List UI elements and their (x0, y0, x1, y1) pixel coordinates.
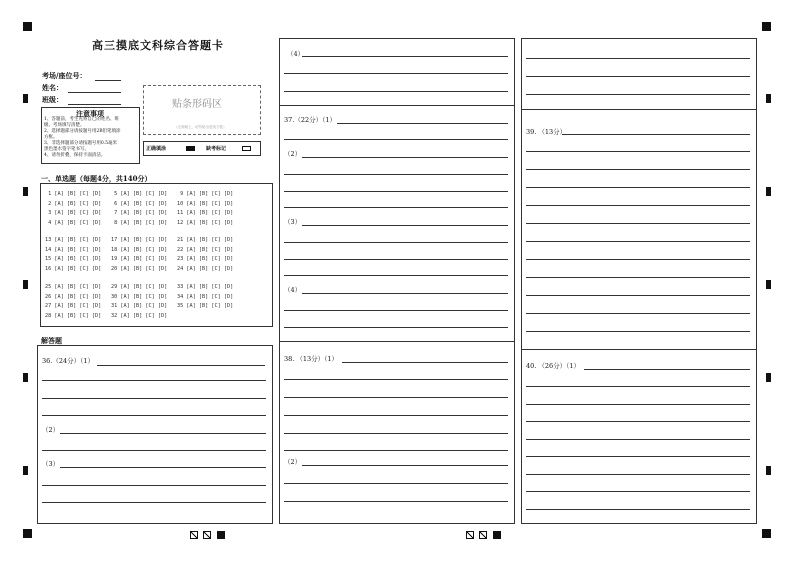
class-input-line[interactable] (68, 104, 121, 105)
answer-line[interactable] (526, 331, 750, 332)
mc-question[interactable]: 9 [A] [B] [C] [D] (177, 191, 234, 197)
timing-mark (23, 94, 28, 103)
correct-fill-sample (186, 146, 195, 151)
mc-question[interactable]: 26 [A] [B] [C] [D] (45, 293, 102, 300)
q37-part2: （2） (284, 150, 302, 158)
mc-question[interactable]: 4 [A] [B] [C] [D] (45, 219, 102, 226)
timing-mark (23, 187, 28, 196)
page-title: 高三摸底文科综合答题卡 (92, 39, 224, 52)
timing-mark (23, 373, 28, 382)
timing-mark (766, 94, 771, 103)
page-code-mark (203, 531, 211, 539)
absent-mark-label: 缺考标记 (206, 146, 227, 152)
mc-question[interactable]: 31 [A] [B] [C] [D] (111, 303, 168, 309)
answer-line[interactable] (526, 386, 750, 387)
q36-header: 36.（24分）（1） (42, 357, 94, 365)
notice-line: 方框。 (44, 135, 58, 140)
page-code-mark (466, 531, 474, 539)
section-answer-title: 解答题 (41, 336, 62, 345)
mc-question[interactable]: 35 [A] [B] [C] [D] (177, 303, 234, 309)
mc-question[interactable]: 2 [A] [B] [C] [D] (45, 200, 102, 207)
q38-part2: （2） (284, 458, 302, 466)
mc-question[interactable]: 24 [A] [B] [C] [D] (177, 265, 234, 272)
answer-line[interactable] (526, 509, 750, 510)
timing-mark (23, 466, 28, 475)
answer-line[interactable] (526, 151, 750, 152)
q36-part3: （3） (42, 460, 60, 468)
section-single-choice-title: 一、单选题（每题4分，共140分） (41, 174, 152, 183)
q38-header: 38. （13分）（1） (284, 355, 339, 363)
mc-question[interactable]: 30 [A] [B] [C] [D] (111, 293, 168, 300)
column-2-panel (279, 38, 515, 524)
answer-line[interactable] (526, 277, 750, 278)
mc-question[interactable]: 20 [A] [B] [C] [D] (111, 265, 168, 272)
q37-header: 37.（22分）（1） (284, 116, 336, 124)
answer-line[interactable] (526, 404, 750, 405)
mc-question[interactable]: 13 [A] [B] [C] [D] (45, 237, 102, 243)
corner-mark-tr (762, 22, 771, 31)
answer-line[interactable] (526, 421, 750, 422)
q39-header: 39. （13分） (526, 128, 567, 136)
answer-line[interactable] (526, 223, 750, 224)
notice-box (41, 107, 140, 164)
page-code-mark (479, 531, 487, 539)
corner-mark-br (762, 529, 771, 538)
multiple-choice-box (40, 183, 273, 327)
timing-mark (766, 373, 771, 382)
class-label: 班级： (42, 95, 63, 104)
mc-question[interactable]: 3 [A] [B] [C] [D] (45, 210, 102, 216)
mc-question[interactable]: 29 [A] [B] [C] [D] (111, 284, 168, 290)
answer-line[interactable] (526, 241, 750, 242)
q37-part4: （4） (284, 286, 302, 294)
answer-line[interactable] (526, 491, 750, 492)
answer-line[interactable] (526, 169, 750, 170)
mc-question[interactable]: 1 [A] [B] [C] [D] (45, 191, 102, 197)
timing-mark (766, 466, 771, 475)
mc-question[interactable]: 16 [A] [B] [C] [D] (45, 265, 102, 272)
mc-question[interactable]: 21 [A] [B] [C] [D] (177, 237, 234, 243)
mc-question[interactable]: 23 [A] [B] [C] [D] (177, 256, 234, 262)
page-code-mark (493, 531, 501, 539)
mc-question[interactable]: 32 [A] [B] [C] [D] (111, 312, 168, 319)
answer-line[interactable] (526, 439, 750, 440)
mc-question[interactable]: 10 [A] [B] [C] [D] (177, 200, 234, 207)
barcode-title: 贴条形码区 (172, 99, 222, 110)
mc-question[interactable]: 22 [A] [B] [C] [D] (177, 246, 234, 253)
answer-line[interactable] (526, 205, 750, 206)
mc-question[interactable]: 18 [A] [B] [C] [D] (111, 246, 168, 253)
mc-question[interactable]: 27 [A] [B] [C] [D] (45, 303, 102, 309)
absent-mark-box[interactable] (242, 146, 251, 151)
mc-question[interactable]: 5 [A] [B] [C] [D] (111, 191, 168, 197)
notice-line: 1、答题前，考生先将自己的姓名、班 (44, 117, 119, 122)
name-label: 姓名： (42, 83, 63, 92)
notice-line: 4、请勿折叠，保持卡面清洁。 (44, 153, 106, 158)
q40-header: 40. （26分）（1） (526, 362, 581, 370)
fill-sample-box (143, 141, 261, 156)
mc-question[interactable]: 25 [A] [B] [C] [D] (45, 284, 102, 290)
answer-line[interactable] (526, 313, 750, 314)
timing-mark (23, 280, 28, 289)
notice-line: 黑色墨水签字笔书写。 (44, 147, 89, 152)
answer-line[interactable] (526, 259, 750, 260)
mc-question[interactable]: 19 [A] [B] [C] [D] (111, 256, 168, 262)
mc-question[interactable]: 12 [A] [B] [C] [D] (177, 219, 234, 226)
page-code-mark (217, 531, 225, 539)
mc-question[interactable]: 34 [A] [B] [C] [D] (177, 293, 234, 300)
corner-mark-bl (23, 529, 32, 538)
answer-line[interactable] (526, 187, 750, 188)
q37-part4-cont: （4） (287, 50, 305, 58)
corner-mark-tl (23, 22, 32, 31)
notice-title: 注意事项 (76, 109, 104, 118)
answer-line[interactable] (526, 295, 750, 296)
mc-question[interactable]: 14 [A] [B] [C] [D] (45, 246, 102, 253)
mc-question[interactable]: 17 [A] [B] [C] [D] (111, 237, 168, 243)
q36-box (37, 345, 273, 524)
notice-line: 3、非选择题部分请按题号用0.5毫米 (44, 141, 118, 146)
q36-part2: （2） (42, 426, 60, 434)
mc-question[interactable]: 7 [A] [B] [C] [D] (111, 210, 168, 216)
mc-question[interactable]: 6 [A] [B] [C] [D] (111, 200, 168, 207)
answer-line[interactable] (526, 456, 750, 457)
exam-seat-input-line[interactable] (95, 80, 121, 81)
correct-fill-label: 正确填涂 (146, 146, 167, 152)
q37-part3: （3） (284, 218, 302, 226)
timing-mark (766, 280, 771, 289)
page-code-mark (190, 531, 198, 539)
answer-line[interactable] (526, 474, 750, 475)
mc-question[interactable]: 33 [A] [B] [C] [D] (177, 284, 234, 290)
timing-mark (766, 187, 771, 196)
name-input-line[interactable] (68, 92, 121, 93)
barcode-area (143, 85, 261, 135)
exam-seat-label: 考场/座位号： (42, 71, 87, 80)
barcode-note: （正面朝上，切勿贴出虚线方框） (174, 125, 227, 129)
notice-line: 级、考场填写清楚。 (44, 123, 85, 128)
column-3-panel (521, 38, 757, 524)
notice-line: 2、选择题部分请按题号用2B铅笔填涂 (44, 129, 121, 134)
mc-question[interactable]: 28 [A] [B] [C] [D] (45, 312, 102, 319)
mc-question[interactable]: 15 [A] [B] [C] [D] (45, 256, 102, 262)
mc-question[interactable]: 8 [A] [B] [C] [D] (111, 219, 168, 226)
mc-question[interactable]: 11 [A] [B] [C] [D] (177, 210, 234, 216)
